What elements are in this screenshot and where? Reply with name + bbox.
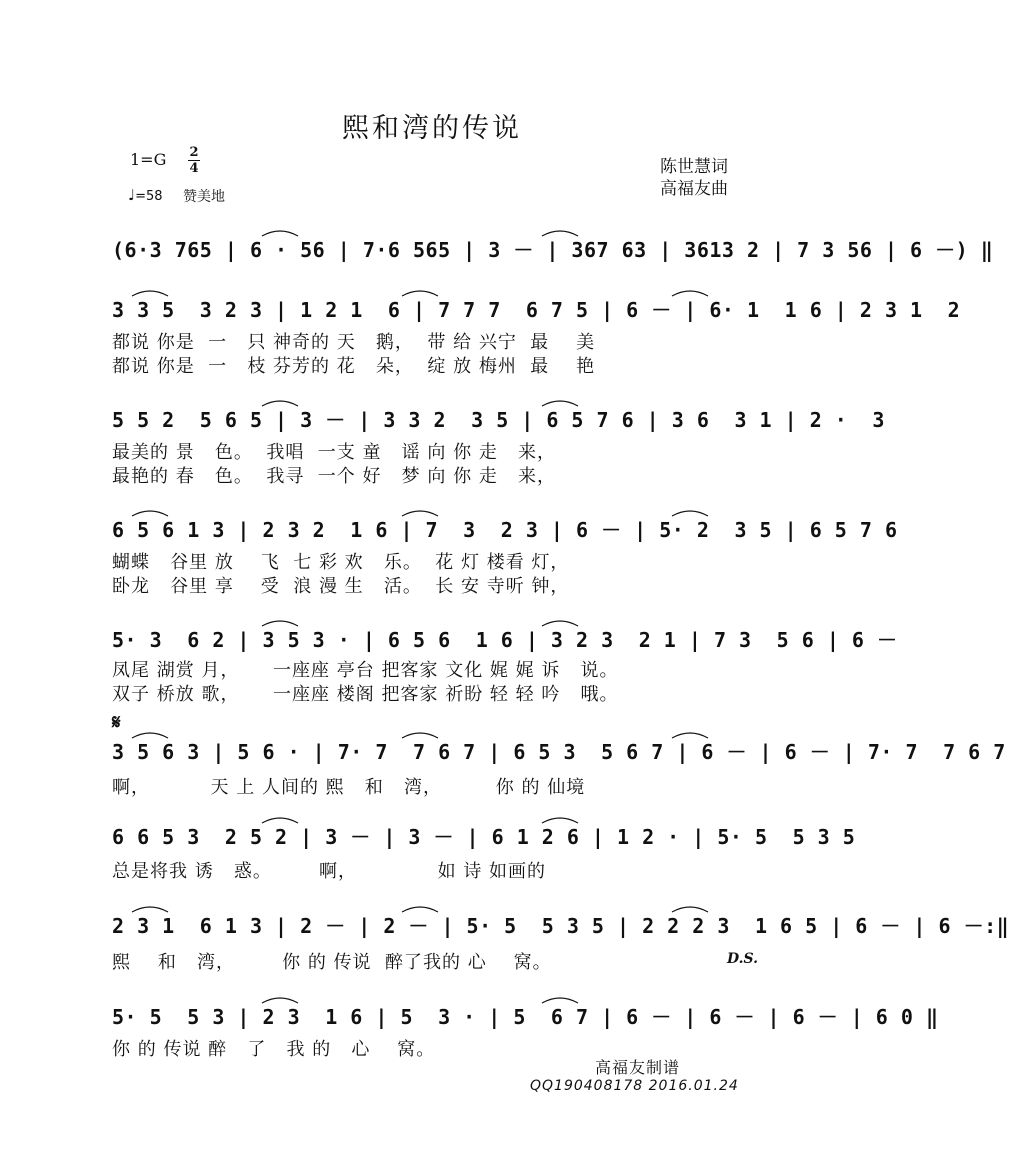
staff-row-1 [112, 228, 994, 272]
staff-row-8 [112, 904, 1009, 948]
notation-line: 6 6 5 3 2 5 2 | 3 － | 3 － | 6 1 2 6 | 1 2 · | 5· 5 5 3 5 [112, 825, 856, 849]
lyric-line: 最美的 景 色。 我唱 一支 童 谣 向 你 走 来， [112, 442, 556, 463]
lyric-line: 熙 和 湾， 你 的 传说 醉了我的 心 窝。 [112, 952, 552, 973]
lyric-line: 凤尾 湖赏 月， 一座座 亭台 把客家 文化 娓 娓 诉 说。 [112, 660, 619, 681]
lyric-line: 总是将我 诱 惑。 啊， 如 诗 如画的 [112, 861, 547, 882]
slur-arc [402, 291, 438, 296]
staff-row-3 [112, 398, 885, 442]
slur-arc [262, 231, 298, 236]
slur-arc [132, 907, 168, 912]
arranger-credit: 高福友制谱 [595, 1058, 681, 1077]
slur-marks [112, 904, 762, 914]
staff-row-7 [112, 815, 856, 859]
composer-credit: 高福友曲 [660, 179, 728, 199]
segno-icon: 𝄋 [112, 710, 121, 734]
slur-marks [112, 288, 762, 298]
lyric-line: 双子 桥放 歌， 一座座 楼阁 把客家 祈盼 轻 轻 吟 哦。 [112, 684, 619, 705]
notation-line: 3 5 6 3 | 5 6 · | 7· 7 7 6 7 | 6 5 3 5 6 7 | 6 － | 6 － | 7· 7 7 6 7 [112, 740, 1006, 764]
slur-arc [402, 511, 438, 516]
dal-segno-marking: D.S. [727, 951, 759, 967]
slur-arc [262, 621, 298, 626]
slur-arc [402, 907, 438, 912]
lyric-line: 都说 你是 一 只 神奇的 天 鹅， 带 给 兴宁 最 美 [112, 332, 596, 353]
staff-row-9 [112, 995, 939, 1039]
slur-marks [112, 618, 762, 628]
lyric-line: 啊， 天 上 人间的 熙 和 湾， 你 的 仙境 [112, 777, 586, 798]
slur-arc [542, 818, 578, 823]
arranger-contact: QQ190408178 2016.01.24 [530, 1078, 739, 1094]
time-signature [188, 146, 200, 175]
slur-marks [112, 730, 762, 740]
time-signature-top: 2 [189, 145, 199, 160]
slur-arc [542, 231, 578, 236]
tempo-value: =58 [135, 189, 163, 204]
notation-line: 5· 3 6 2 | 3 5 3 · | 6 5 6 1 6 | 3 2 3 2 1 | 7 3 5 6 | 6 － [112, 628, 898, 652]
slur-arc [132, 291, 168, 296]
slur-marks [112, 815, 762, 825]
slur-marks [112, 398, 762, 408]
slur-marks [112, 508, 762, 518]
slur-arc [132, 511, 168, 516]
slur-arc [542, 401, 578, 406]
key-signature: 1=G [130, 150, 167, 169]
notation-line: 2 3 1 6 1 3 | 2 － | 2 － | 5· 5 5 3 5 | 2 2 2 3 1 6 5 | 6 － | 6 －:‖ [112, 914, 1009, 938]
slur-arc [262, 401, 298, 406]
lyric-line: 你 的 传说 醉 了 我 的 心 窝。 [112, 1039, 436, 1060]
quarter-note-icon: ♩ [128, 186, 136, 204]
slur-arc [402, 733, 438, 738]
slur-arc [542, 621, 578, 626]
notation-line: (6·3 765 | 6 · 56 | 7·6 565 | 3 － | 367 63 | 3613 2 | 7 3 56 | 6 －) ‖ [112, 238, 994, 262]
lyric-line: 都说 你是 一 枝 芬芳的 花 朵， 绽 放 梅州 最 艳 [112, 356, 596, 377]
slur-marks [112, 995, 762, 1005]
slur-arc [672, 733, 708, 738]
lyric-line: 最艳的 春 色。 我寻 一个 好 梦 向 你 走 来， [112, 466, 556, 487]
staff-row-6 [112, 730, 1006, 774]
slur-arc [672, 291, 708, 296]
lyric-line: 卧龙 谷里 享 受 浪 漫 生 活。 长 安 寺听 钟， [112, 576, 570, 597]
slur-marks [112, 228, 762, 238]
slur-arc [132, 733, 168, 738]
notation-line: 6 5 6 1 3 | 2 3 2 1 6 | 7 3 2 3 | 6 － | 5· 2 3 5 | 6 5 7 6 [112, 518, 898, 542]
time-signature-bottom: 4 [189, 161, 199, 176]
notation-line: 3 3 5 3 2 3 | 1 2 1 6 | 7 7 7 6 7 5 | 6 － | 6· 1 1 6 | 2 3 1 2 [112, 298, 961, 322]
lyric-line: 蝴蝶 谷里 放 飞 七 彩 欢 乐。 花 灯 楼看 灯， [112, 552, 570, 573]
slur-arc [542, 998, 578, 1003]
expression-marking: 赞美地 [183, 189, 225, 205]
lyricist-credit: 陈世慧词 [660, 157, 728, 177]
slur-arc [672, 907, 708, 912]
staff-row-2 [112, 288, 961, 332]
staff-row-4 [112, 508, 898, 552]
notation-line: 5 5 2 5 6 5 | 3 － | 3 3 2 3 5 | 6 5 7 6 | 3 6 3 1 | 2 · 3 [112, 408, 885, 432]
song-title: 熙和湾的传说 [342, 113, 522, 144]
slur-arc [672, 511, 708, 516]
slur-arc [262, 818, 298, 823]
tempo-marking [128, 186, 163, 204]
notation-line: 5· 5 5 3 | 2 3 1 6 | 5 3 · | 5 6 7 | 6 － | 6 － | 6 － | 6 0 ‖ [112, 1005, 939, 1029]
slur-arc [262, 998, 298, 1003]
